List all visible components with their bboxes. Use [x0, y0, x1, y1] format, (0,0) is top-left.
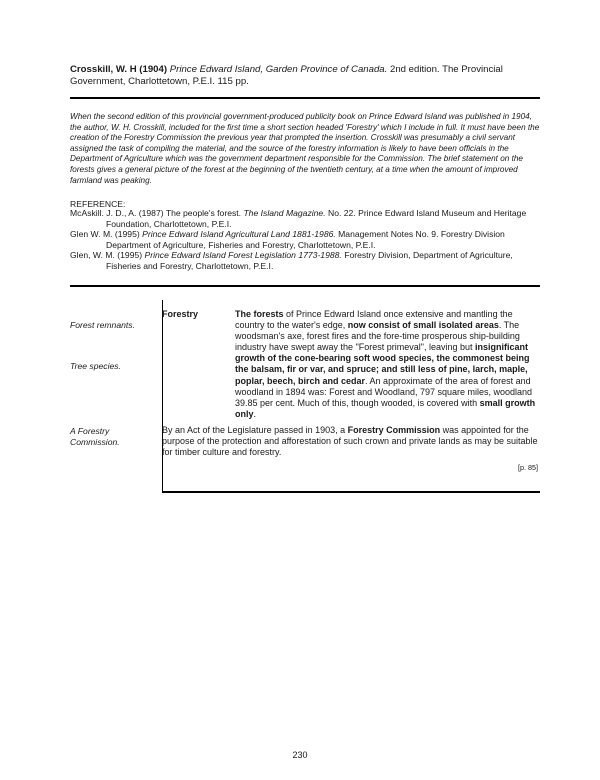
- margin-note-forest-remnants: Forest remnants.: [70, 320, 135, 330]
- citation-title: Prince Edward Island, Garden Province of Canada.: [169, 64, 388, 75]
- page-reference: [p. 85]: [518, 463, 538, 472]
- body-text: . The woodsman's axe, forest fires and the fore-time prosperous ship-building industry have swept away the "Forest primeval", leaving but: [235, 320, 520, 353]
- emphasis-text: The forests: [235, 309, 284, 319]
- citation: [70, 64, 540, 88]
- body-text: .: [253, 408, 257, 419]
- excerpt-paragraph-2: [162, 425, 540, 458]
- emphasis-text: small growth only: [235, 397, 536, 419]
- emphasis-text: insignificant growth of the cone-bearing soft wood species, the commonest being the balsam, fir or var, and spruce; and still less of pine, larch, maple, poplar, beech, birch and cedar: [235, 342, 530, 386]
- reference-item: Glen W. M. (1995) Prince Edward Island Agricultural Land 1881-1986. Management Notes No. 9. Forestry Division Department of Agriculture, Fisheries and Forestry, Charlottetown, P.E.I.: [70, 229, 505, 250]
- body-text: was appointed for the purpose of the protection and afforestation of such crown and private lands as may be suitable for timber culture and forestry.: [162, 425, 538, 458]
- reference-item: Glen, W. M. (1995) Prince Edward Island Forest Legislation 1773-1988. Forestry Division, Department of Agriculture, Fisheries and Forestry, Charlottetown, P.E.I.: [70, 250, 513, 271]
- emphasis-text: Forestry Commission: [347, 425, 441, 435]
- margin-note-tree-species: Tree species.: [70, 361, 121, 371]
- top-rule: [70, 97, 540, 99]
- body-text: By an Act of the Legislature passed in 1903, a: [162, 425, 348, 435]
- body-text: of Prince Edward Island once extensive and mantling the country to the water's edge,: [235, 309, 513, 331]
- excerpt-heading: Forestry: [162, 309, 199, 319]
- section-rule: [70, 285, 540, 287]
- reference-list: [70, 208, 540, 272]
- margin-note-forestry-commission: A Forestry Commission.: [70, 426, 120, 447]
- page-number: 230: [292, 750, 308, 760]
- intro-text: When the second edition of this provincial government-produced publicity book on Prince Edward Island was published in 1904, the author, W. H. Crosskill, included for the first time a short section headed 'Forestry' which I include in full. It must have been the creation of the Forestry Commission the previous year that prompted the insertion. Crosskill was presumably a civil servant assigned the task of compiling the material, and the source of the forestry information is likely to have been officials in the Department of Agriculture which was the government department responsible for the Commission. The brief statement on the forests gives a general picture of the forest at the beginning of the twentieth century, at a time when the amount of improved farmland was peaking.: [70, 112, 540, 185]
- emphasis-text: now consist of small isolated areas: [347, 320, 499, 331]
- reference-heading: REFERENCE:: [70, 199, 126, 209]
- citation-author: Crosskill, W. H (1904): [70, 64, 168, 75]
- citation-rest: 2nd edition. The Provincial Government, Charlottetown, P.E.I. 115 pp.: [70, 64, 503, 87]
- bottom-rule: [162, 491, 540, 493]
- excerpt-paragraph-1: [162, 309, 540, 420]
- reference-item: McAskill. J. D., A. (1987) The people's forest. The Island Magazine. No. 22. Prince Edward Island Museum and Heritage Foundation, Charlottetown, P.E.I.: [70, 208, 527, 229]
- body-text: . An approximate of the area of forest and woodland in 1894 was: Forest and Woodland, 797 square miles, woodland 39.85 per cent. Much of this, though wooded, is covered with: [235, 375, 533, 408]
